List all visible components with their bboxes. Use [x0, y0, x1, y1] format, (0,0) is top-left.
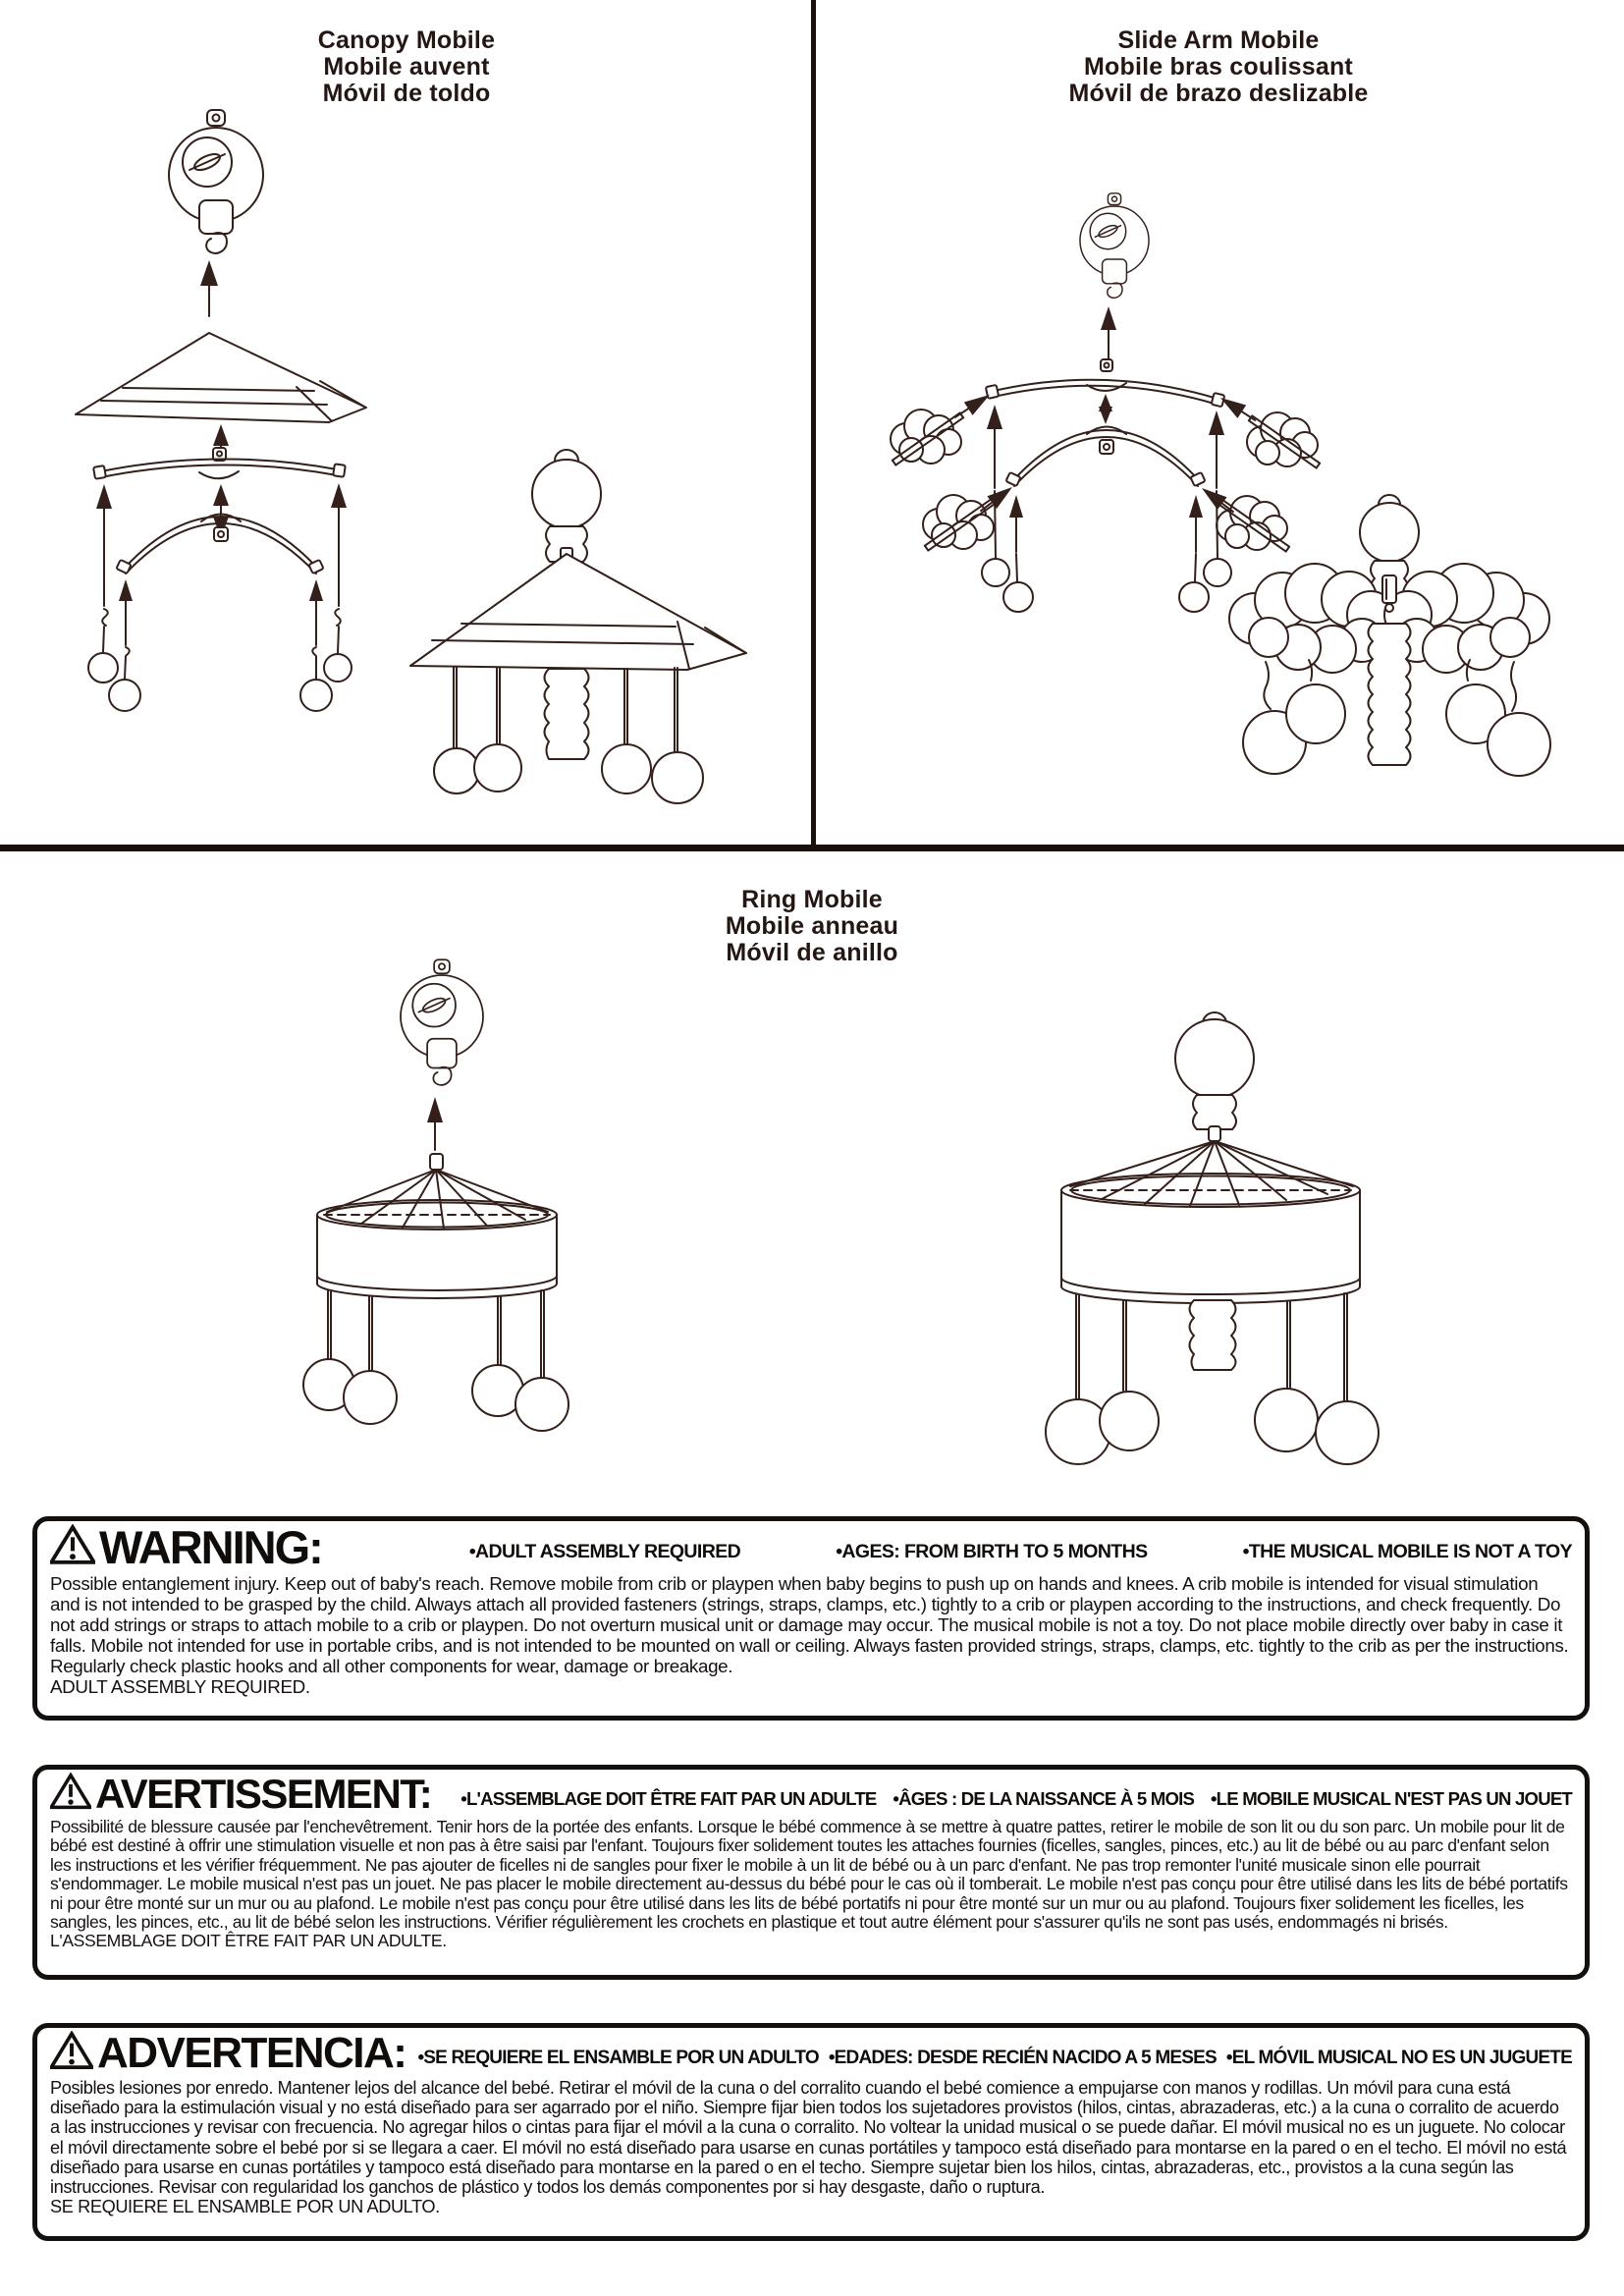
hanging-ball-icon	[88, 609, 118, 683]
warning-box-spanish	[32, 2023, 1590, 2241]
hanging-ball-icon	[515, 1290, 568, 1431]
ring-mobile-figure	[0, 957, 1624, 1517]
hanging-ball-icon	[324, 609, 352, 682]
warning-footer-text: SE REQUIERE EL ENSAMBLE POR UN ADULTO.	[50, 2197, 440, 2217]
hanging-ball-icon	[1255, 1301, 1318, 1451]
music-box-icon	[1080, 193, 1149, 298]
double-arrow-icon	[1099, 394, 1112, 424]
ring-section-title	[0, 887, 1624, 966]
warning-bullet: •L'ASSEMBLAGE DOIT ÊTRE FAIT PAR UN ADULTE	[460, 1788, 877, 1809]
warning-bullet: •AGES: FROM BIRTH TO 5 MONTHS	[836, 1541, 1148, 1562]
cloud-arm-icon	[891, 388, 994, 465]
cloud-arm-icon	[923, 481, 1017, 551]
warning-box-english	[32, 1516, 1590, 1721]
music-box-ball-icon	[1360, 503, 1419, 562]
warning-triangle-icon	[50, 1773, 91, 1815]
hanging-ball-icon	[1100, 1300, 1159, 1450]
canopy-assembled-diagram	[410, 450, 746, 803]
slide-arm-mobile-figure	[813, 88, 1624, 847]
title-line: Mobile bras coulissant	[1084, 53, 1353, 81]
music-box-ball-icon	[1175, 1019, 1254, 1098]
arrow-up-icon	[309, 579, 323, 645]
arrow-up-icon	[1009, 495, 1023, 552]
hanging-ball-icon	[1003, 554, 1033, 612]
lower-arch-icon	[1005, 427, 1205, 487]
arrow-up-icon	[96, 484, 112, 606]
ring-drum-icon	[317, 1200, 557, 1298]
ring-assembled-diagram	[1046, 1012, 1379, 1464]
title-line: Canopy Mobile	[317, 27, 496, 54]
peg-icon	[1209, 1126, 1220, 1141]
warning-bullet: •EL MÓVIL MUSICAL NO ES UN JUGUETE	[1225, 2048, 1572, 2068]
music-box-icon	[169, 110, 263, 253]
warning-footer-text: ADULT ASSEMBLY REQUIRED.	[50, 1676, 310, 1697]
arrow-up-icon	[331, 483, 347, 606]
warning-bullet: •ADULT ASSEMBLY REQUIRED	[468, 1541, 741, 1562]
canopy-part-icon	[76, 333, 366, 422]
warning-heading: ADVERTENCIA:	[97, 2029, 406, 2077]
title-line: Slide Arm Mobile	[1117, 27, 1320, 54]
warning-box-french	[32, 1765, 1590, 1980]
warning-bullet: •EDADES: DESDE RECIÉN NACIDO A 5 MESES	[828, 2048, 1217, 2068]
title-line: Mobile auvent	[323, 53, 490, 81]
hanging-ball-icon	[474, 668, 521, 792]
title-line: Móvil de toldo	[322, 80, 491, 107]
hanging-ball-icon	[300, 647, 332, 711]
hanging-ball-icon	[344, 1296, 397, 1424]
warning-bullet: •THE MUSICAL MOBILE IS NOT A TOY	[1242, 1541, 1572, 1562]
warning-body-text: Possibilité de blessure causée par l'enchevêtrement. Tenir hors de la portée des enfants. Lorsque le bébé commence à se mettre à quatre pattes, retirer le mobile de son lit ou du son parc. Un mobile pour lit de bébé est destiné à offrir une stimulation visuelle et non pas à être saisi par l'enfant. Toujours fixer solidement toutes les attaches fournies (ficelles, sangles, pinces, etc.) au lit de bébé ou au parc d'enfant selon les instructions et les vérifier fréquemment. Ne pas ajouter de ficelles ni de sangles pour fixer le mobile à un lit de bébé ou à un parc d'enfant. Ne pas trop remonter l'unité musicale sinon elle pourrait s'endommager. Le mobile musical n'est pas un jouet. Ne pas placer le mobile directement au-dessus du bébé pour le cas où il tomberait. Le mobile n'est pas conçu pour être utilisé dans les lits de bébé portatifs ni pour être monté sur un mur ou au plafond. Le mobile n'est pas conçu pour être utilisé dans les lits de bébé portatifs ni pour être monté sur un mur ou au plafond. Toujours fixer solidement les ficelles, les sangles, les pinces, etc., au lit de bébé selon les instructions. Vérifier régulièrement les crochets en plastique et tout autre élément pour s'assurer qu'ils ne sont pas usés, endommagés ni brisés.	[50, 1817, 1568, 1933]
title-line: Móvil de anillo	[726, 939, 898, 966]
arrow-up-icon	[1189, 495, 1203, 552]
slide-arm-exploded-diagram	[891, 193, 1320, 612]
hanging-ball-icon	[434, 667, 479, 793]
warning-body-text: Possible entanglement injury. Keep out of baby's reach. Remove mobile from crib or playpen when baby begins to push up on hands and knees. A crib mobile is intended for visual stimulation and is not intended to be grasped by the child. Always attach all provided fasteners (strings, straps, clamps, etc.) tightly to a crib or playpen according to the instructions, and check frequently. Do not add strings or straps to attach mobile to a crib or playpen. Do not overturn musical unit or damage may occur. The musical mobile is not a toy. Do not place mobile directly over baby in case it falls. Mobile not intended for use in portable cribs, and is not intended to be mounted on wall or ceiling. Always fasten provided strings, straps, clamps, etc. tightly to the crib as per the instructions. Regularly check plastic hooks and all other components for wear, damage or breakage.	[50, 1573, 1569, 1676]
lower-arch-icon	[116, 515, 323, 574]
arrow-up-icon	[119, 579, 133, 645]
center-ruffle-icon	[545, 669, 589, 759]
ring-drum-icon	[1061, 1174, 1360, 1303]
arrow-up-icon	[427, 1097, 443, 1150]
hanging-ball-icon	[1179, 554, 1209, 612]
hanging-ball-icon	[1046, 1294, 1110, 1464]
arrow-up-icon	[200, 260, 218, 316]
upper-arm-icon	[93, 448, 346, 479]
warning-footer-text: L'ASSEMBLAGE DOIT ÊTRE FAIT PAR UN ADULTE.	[50, 1931, 447, 1951]
warning-triangle-icon	[50, 1524, 95, 1570]
arrow-up-icon	[1209, 410, 1224, 488]
warning-bullet: •ÂGES : DE LA NAISSANCE À 5 MOIS	[893, 1788, 1195, 1809]
title-line: Mobile anneau	[725, 912, 899, 940]
hanging-ball-icon	[1316, 1293, 1379, 1464]
music-box-ball-icon	[532, 460, 601, 528]
ruffle-icon	[1193, 1095, 1236, 1129]
cloud-arm-icon	[1217, 391, 1320, 467]
warning-bullet: •LE MOBILE MUSICAL N'EST PAS UN JOUET	[1210, 1788, 1572, 1809]
cloud-arm-icon	[1197, 482, 1289, 552]
center-ruffle-icon	[1190, 1300, 1236, 1370]
arrow-up-icon	[987, 405, 1002, 488]
warning-heading: AVERTISSEMENT:	[95, 1771, 432, 1817]
title-line: Móvil de brazo deslizable	[1068, 80, 1369, 107]
warning-heading: WARNING:	[99, 1521, 322, 1573]
hanging-ball-icon	[602, 669, 651, 793]
center-ruffle-icon	[1369, 624, 1411, 765]
music-box-icon	[401, 959, 483, 1085]
warning-triangle-icon	[50, 2031, 93, 2075]
peg-icon	[430, 1154, 443, 1170]
warning-bullet: •SE REQUIERE EL ENSAMBLE POR UN ADULTO	[417, 2048, 819, 2068]
ring-exploded-diagram	[303, 959, 568, 1431]
canopy-part-icon	[410, 554, 746, 670]
warning-body-text: Posibles lesiones por enredo. Mantener lejos del alcance del bebé. Retirar el móvil de la cuna o del corralito cuando el bebé comience a empujarse con manos y rodillas. Un móvil para cuna está diseñado para la estimulación visual y no está diseñado para ser agarrado por el niño. Siempre fijar bien todos los sujetadores provistos (hilos, cintas, abrazaderas, etc.) a la cuna o corralito de acuerdo a las instrucciones y revisar con frecuencia. No agregar hilos o cintas para fijar el móvil a la cuna o corralito. No voltear la unidad musical o se puede dañar. El móvil musical no es un juguete. No colocar el móvil directamente sobre el bebé por si se llegara a caer. El móvil no está diseñado para usarse en cunas portátiles y tampoco está diseñado para montarse en la pared o en el techo. El móvil no está diseñado para usarse en cunas portátiles y tampoco está diseñado para montarse en la pared o en el techo. Siempre sujetar bien los hilos, cintas, abrazaderas, etc., provistos a la cuna según las instrucciones. Revisar con regularidad los ganchos de plástico y todos los demás componentes por si hay desgaste, daño o ruptura.	[50, 2078, 1567, 2198]
hanging-ball-icon	[652, 668, 703, 803]
title-line: Ring Mobile	[741, 886, 883, 913]
canopy-mobile-figure	[0, 88, 813, 847]
canopy-exploded-diagram	[76, 110, 366, 711]
